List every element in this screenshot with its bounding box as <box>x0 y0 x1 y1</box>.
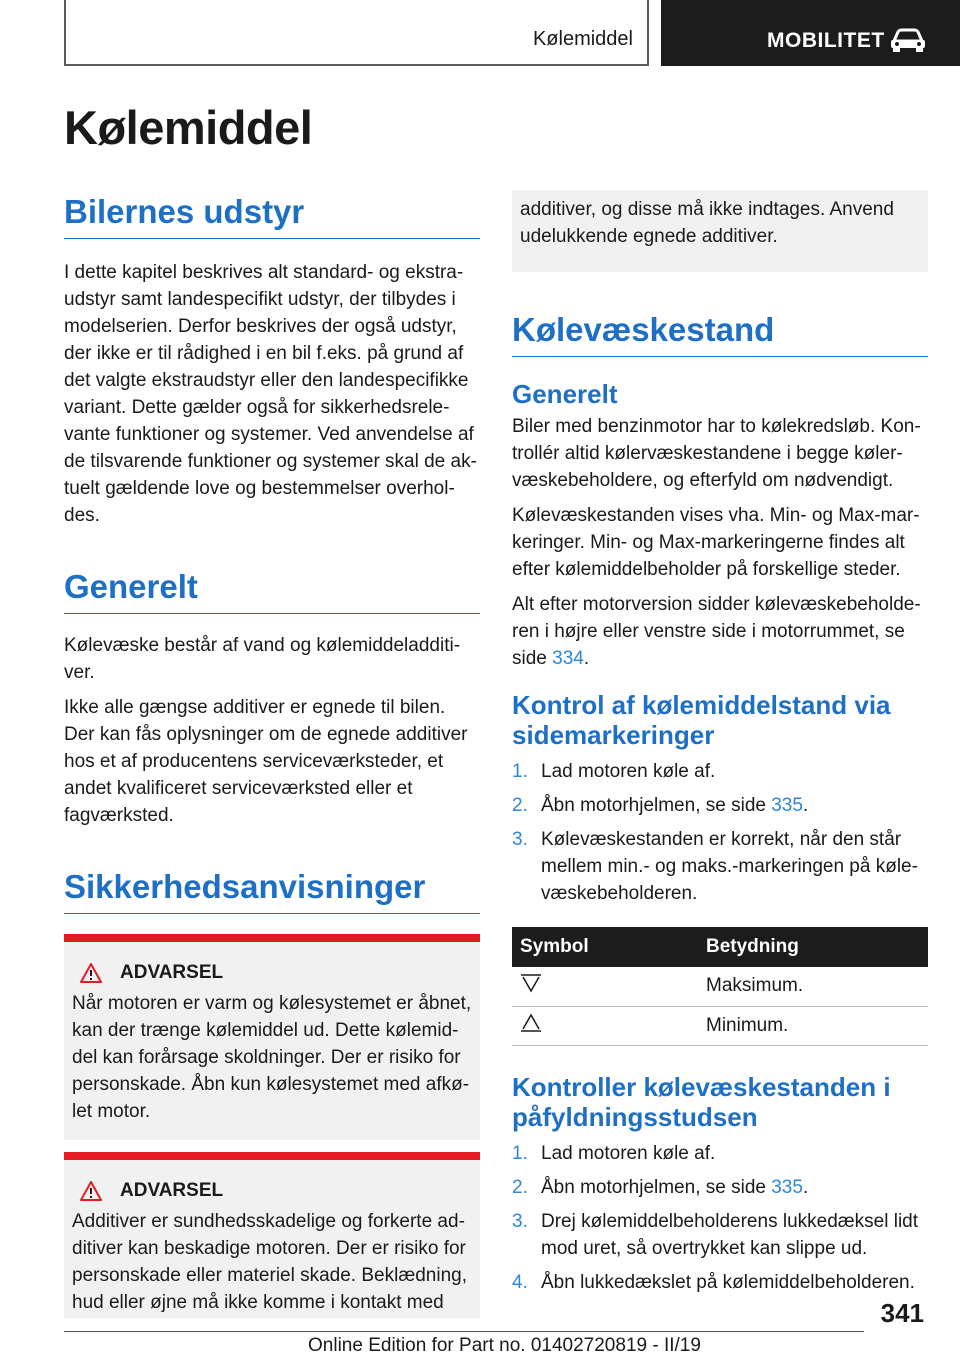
max-mark-icon <box>520 973 542 993</box>
heading-coolant-level: Kølevæskestand <box>512 308 928 357</box>
warning-triangle-icon <box>80 963 102 983</box>
heading-equipment: Bilernes udstyr <box>64 190 480 239</box>
warning-triangle-icon <box>80 1181 102 1201</box>
symbol-table <box>512 927 928 1046</box>
warning-continuation-box <box>512 190 928 272</box>
page-link-335[interactable]: 335 <box>771 795 803 816</box>
step-number: 3. <box>512 829 528 850</box>
paragraph-equipment: I dette kapitel beskrives alt standard- og ekstraudstyr samt landespecifikt udstyr, der tilbydes i modelserien. Derfor beskrives der også udstyr, der ikke er til rådighed i en bil f.eks. på grund af det valgte ekstraudstyr eller den landespecifikke variant. Dette gælder også for sikkerhedsrelevante funktioner og systemer. Ved anvendelse af de tilsvarende funktioner og systemer skal de aktuelt gældende love og bestemmelser overholdes. <box>64 262 477 526</box>
list-item <box>512 792 928 819</box>
check-steps-list <box>512 758 928 907</box>
footer-edition: Online Edition for Part no. 01402720819 - II/19 <box>308 1335 701 1356</box>
header-section-title: Kølemiddel <box>532 28 633 50</box>
step-text-main: Drej kølemiddelbeholderens lukkedæksel lidt mod uret, så overtrykket kan slippe ud. <box>541 1210 919 1259</box>
step-number: 2. <box>512 1176 528 1198</box>
paragraph-level-1: Biler med benzinmotor har to kølekredsløb. Kontrollér altid kølervæskestandene i begge kølervæskebeholdere, og efterfyld om nødvendigt. <box>512 416 921 491</box>
header-section-box <box>64 0 649 66</box>
list-item <box>512 1269 928 1296</box>
warning-label-2: ADVARSEL <box>120 1180 224 1201</box>
list-item <box>512 1208 928 1262</box>
table-row <box>512 1006 928 1045</box>
right-column <box>512 190 928 1303</box>
warning-box-1 <box>64 934 480 1140</box>
paragraph-general-2: Ikke alle gængse additiver er egnede til bilen. Der kan fås oplysninger om de egnede additiver hos et af producentens serviceværksteder, et andet kvalificeret serviceværksted eller et fagværksted. <box>64 697 468 826</box>
list-item <box>512 758 928 785</box>
step-text-main: Lad motoren køle af. <box>541 761 716 782</box>
table-header-meaning: Betydning <box>698 927 928 967</box>
step-number: 1. <box>512 761 528 782</box>
step-text <box>541 1140 715 1167</box>
page-link-335[interactable]: 335 <box>771 1176 803 1198</box>
table-cell-meaning: Maksimum. <box>698 967 928 1006</box>
page-number: 341 <box>880 1298 924 1328</box>
warning-text-2: Additiver er sundhedsskadelige og forkerte additiver kan beskadige motoren. Der er risiko for personskade eller materiel skade. Beklædning, hud eller øjne må ikke komme i kontakt med <box>72 1211 467 1313</box>
page-link-334[interactable]: 334 <box>552 648 584 669</box>
header-chapter-title: MOBILITET <box>767 29 885 52</box>
warning-box-2 <box>64 1152 480 1318</box>
step-text-main: Åbn motorhjelmen, se side <box>541 1176 772 1198</box>
list-item <box>512 826 928 907</box>
step-text-main: Lad motoren køle af. <box>541 1142 716 1164</box>
heading-safety: Sikkerhedsanvisninger <box>64 865 480 914</box>
step-text <box>541 1174 808 1201</box>
warning-header-1 <box>80 962 472 984</box>
step-text <box>541 1269 915 1296</box>
table-row <box>512 967 928 1006</box>
header-chapter-box <box>661 0 960 66</box>
step-text-end: . <box>802 1176 809 1198</box>
car-icon <box>889 27 927 53</box>
subheading-general: Generelt <box>512 379 618 409</box>
list-item <box>512 1140 928 1167</box>
heading-general: Generelt <box>64 565 480 614</box>
step-text <box>541 758 715 785</box>
paragraph-level-3-end: . <box>583 648 590 669</box>
step-number: 4. <box>512 1271 528 1293</box>
step-text-end: . <box>802 795 809 816</box>
paragraph-level-3 <box>512 591 928 672</box>
step-number: 3. <box>512 1210 528 1232</box>
warning-header-2 <box>80 1180 472 1202</box>
step-text-main: Åbn motorhjelmen, se side <box>541 795 772 816</box>
step-number: 1. <box>512 1142 528 1164</box>
footer-divider <box>64 1331 864 1332</box>
min-mark-icon <box>520 1013 542 1033</box>
left-column <box>64 190 480 1318</box>
warning-text-2-continued: additiver, og disse må ikke indtages. Anvend udelukkende egnede additiver. <box>520 199 894 247</box>
list-item <box>512 1174 928 1201</box>
step-text <box>541 1208 928 1262</box>
step-number: 2. <box>512 795 528 816</box>
table-cell-symbol <box>512 967 698 1006</box>
paragraph-level-3-text: Alt efter motorversion sidder kølevæskebeholderen i højre eller venstre side i motorrummet, se side <box>512 594 921 669</box>
paragraph-general-1: Kølevæske består af vand og kølemiddeladditiver. <box>64 635 461 683</box>
table-cell-meaning: Minimum. <box>698 1006 928 1045</box>
paragraph-level-2: Kølevæskestanden vises vha. Min- og Max-markeringer. Min- og Max-markeringerne findes alt efter kølemiddelbeholder på forskellige steder. <box>512 505 920 580</box>
table-header-symbol: Symbol <box>512 927 698 967</box>
subheading-side-marks: Kontrol af kølemiddelstand via sidemarkeringer <box>512 690 891 750</box>
step-text-main: Åbn lukkedækslet på kølemiddelbeholderen. <box>541 1271 915 1293</box>
warning-text-1: Når motoren er varm og kølesystemet er åbnet, kan der trænge kølemiddel ud. Dette kølemiddel kan forårsage skoldninger. Der er risiko for personskade. Åbn kun kølesystemet med afkølet motor. <box>72 993 472 1122</box>
warning-label-1: ADVARSEL <box>120 962 224 983</box>
step-text <box>541 792 808 819</box>
table-cell-symbol <box>512 1006 698 1045</box>
subheading-filler-neck: Kontroller kølevæskestanden i påfyldningsstudsen <box>512 1071 891 1132</box>
filler-steps-list <box>512 1140 928 1296</box>
step-text-main: Kølevæskestanden er korrekt, når den står mellem min.- og maks.-markeringen på kølevæskebeholderen. <box>541 829 918 904</box>
step-text <box>541 826 928 907</box>
page-title: Kølemiddel <box>64 101 313 154</box>
